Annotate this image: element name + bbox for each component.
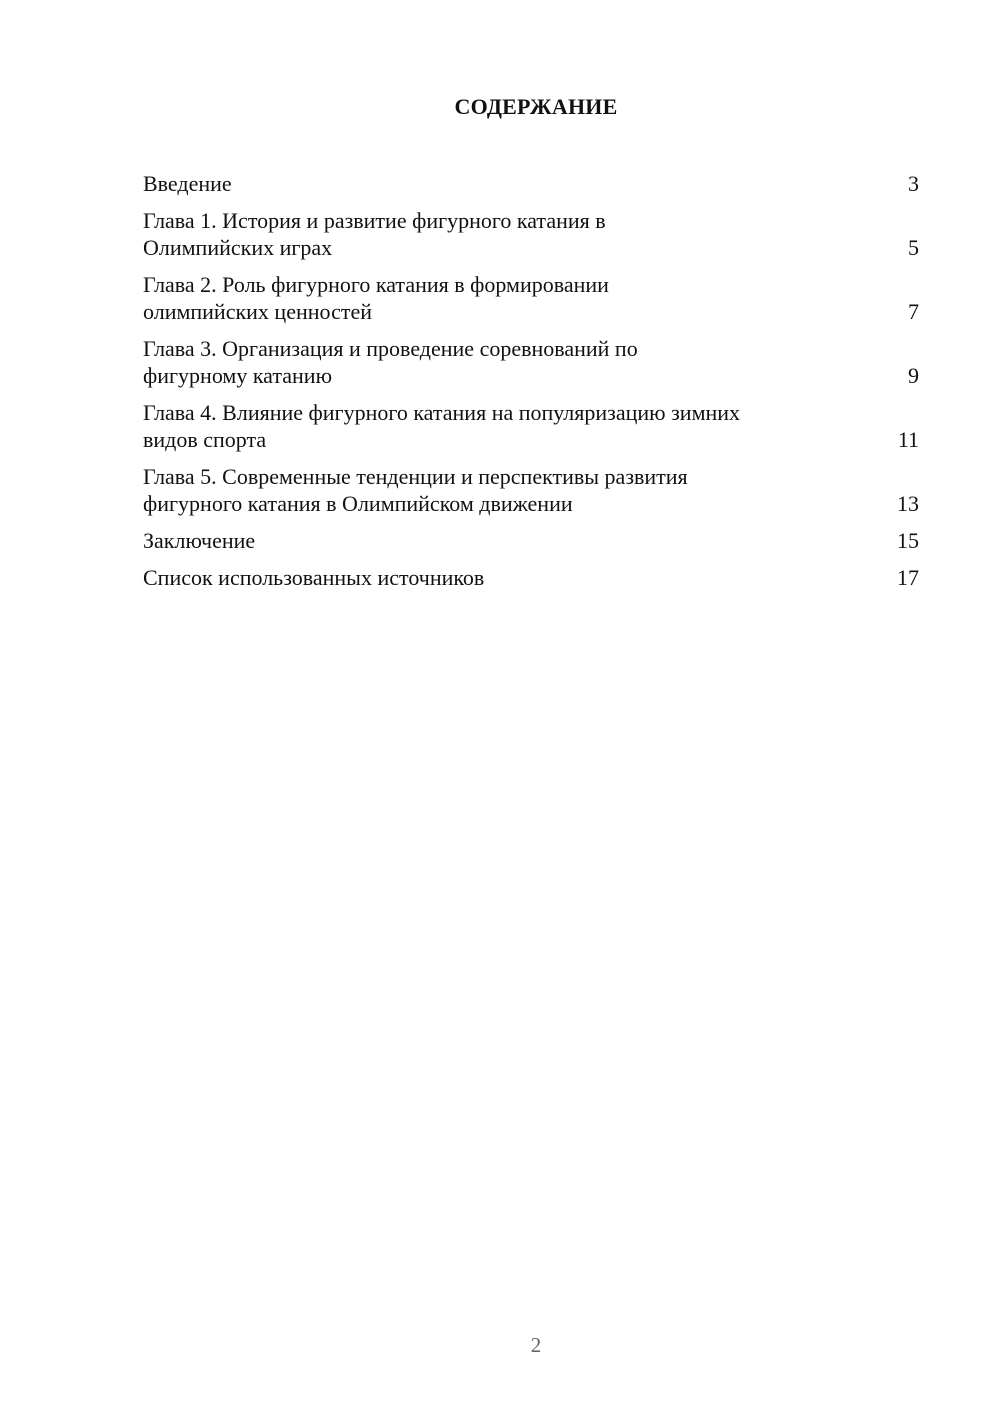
toc-entry-text (143, 463, 897, 517)
toc-entry-chapter-5 (143, 463, 919, 517)
toc-entry-line: Заключение (143, 528, 256, 553)
toc-entry-chapter-3 (143, 335, 919, 389)
toc-entry-page: 15 (897, 528, 919, 553)
toc-entry-page: 5 (908, 235, 919, 260)
toc-entry-line: Глава 4. Влияние фигурного катания на популяризацию зимних (143, 400, 741, 425)
toc-entry-page: 11 (897, 427, 919, 452)
toc-entry-page: 3 (908, 171, 919, 196)
toc-entry-chapter-2 (143, 271, 919, 325)
toc-entry-line: Глава 2. Роль фигурного катания в формировании (143, 272, 609, 297)
table-of-contents (143, 170, 919, 601)
toc-entry-references (143, 564, 919, 591)
page-number: 2 (530, 1333, 542, 1357)
toc-entry-text (143, 564, 897, 591)
toc-entry-line: Введение (143, 171, 232, 196)
toc-entry-text (143, 399, 898, 453)
toc-entry-text (143, 335, 908, 389)
toc-entry-line: Глава 5. Современные тенденции и перспективы развития (143, 464, 688, 489)
toc-entry-text (143, 170, 908, 197)
toc-entry-introduction (143, 170, 919, 197)
toc-entry-line: олимпийских ценностей (143, 299, 372, 324)
toc-entry-page: 13 (897, 491, 919, 516)
toc-entry-line: Список использованных источников (143, 565, 485, 590)
toc-entry-chapter-4 (143, 399, 919, 453)
toc-entry-text (143, 271, 908, 325)
toc-entry-line: фигурному катанию (143, 363, 333, 388)
toc-entry-line: Глава 1. История и развитие фигурного катания в (143, 208, 606, 233)
toc-entry-conclusion (143, 527, 919, 554)
toc-entry-line: фигурного катания в Олимпийском движении (143, 491, 573, 516)
toc-entry-chapter-1 (143, 207, 919, 261)
toc-entry-line: Олимпийских играх (143, 235, 333, 260)
toc-title: СОДЕРЖАНИЕ (454, 94, 618, 119)
toc-entry-text (143, 527, 897, 554)
toc-entry-page: 17 (897, 565, 919, 590)
toc-entry-line: Глава 3. Организация и проведение соревнований по (143, 336, 638, 361)
toc-entry-page: 7 (908, 299, 919, 324)
toc-entry-line: видов спорта (143, 427, 267, 452)
toc-entry-text (143, 207, 908, 261)
toc-entry-page: 9 (908, 363, 919, 388)
